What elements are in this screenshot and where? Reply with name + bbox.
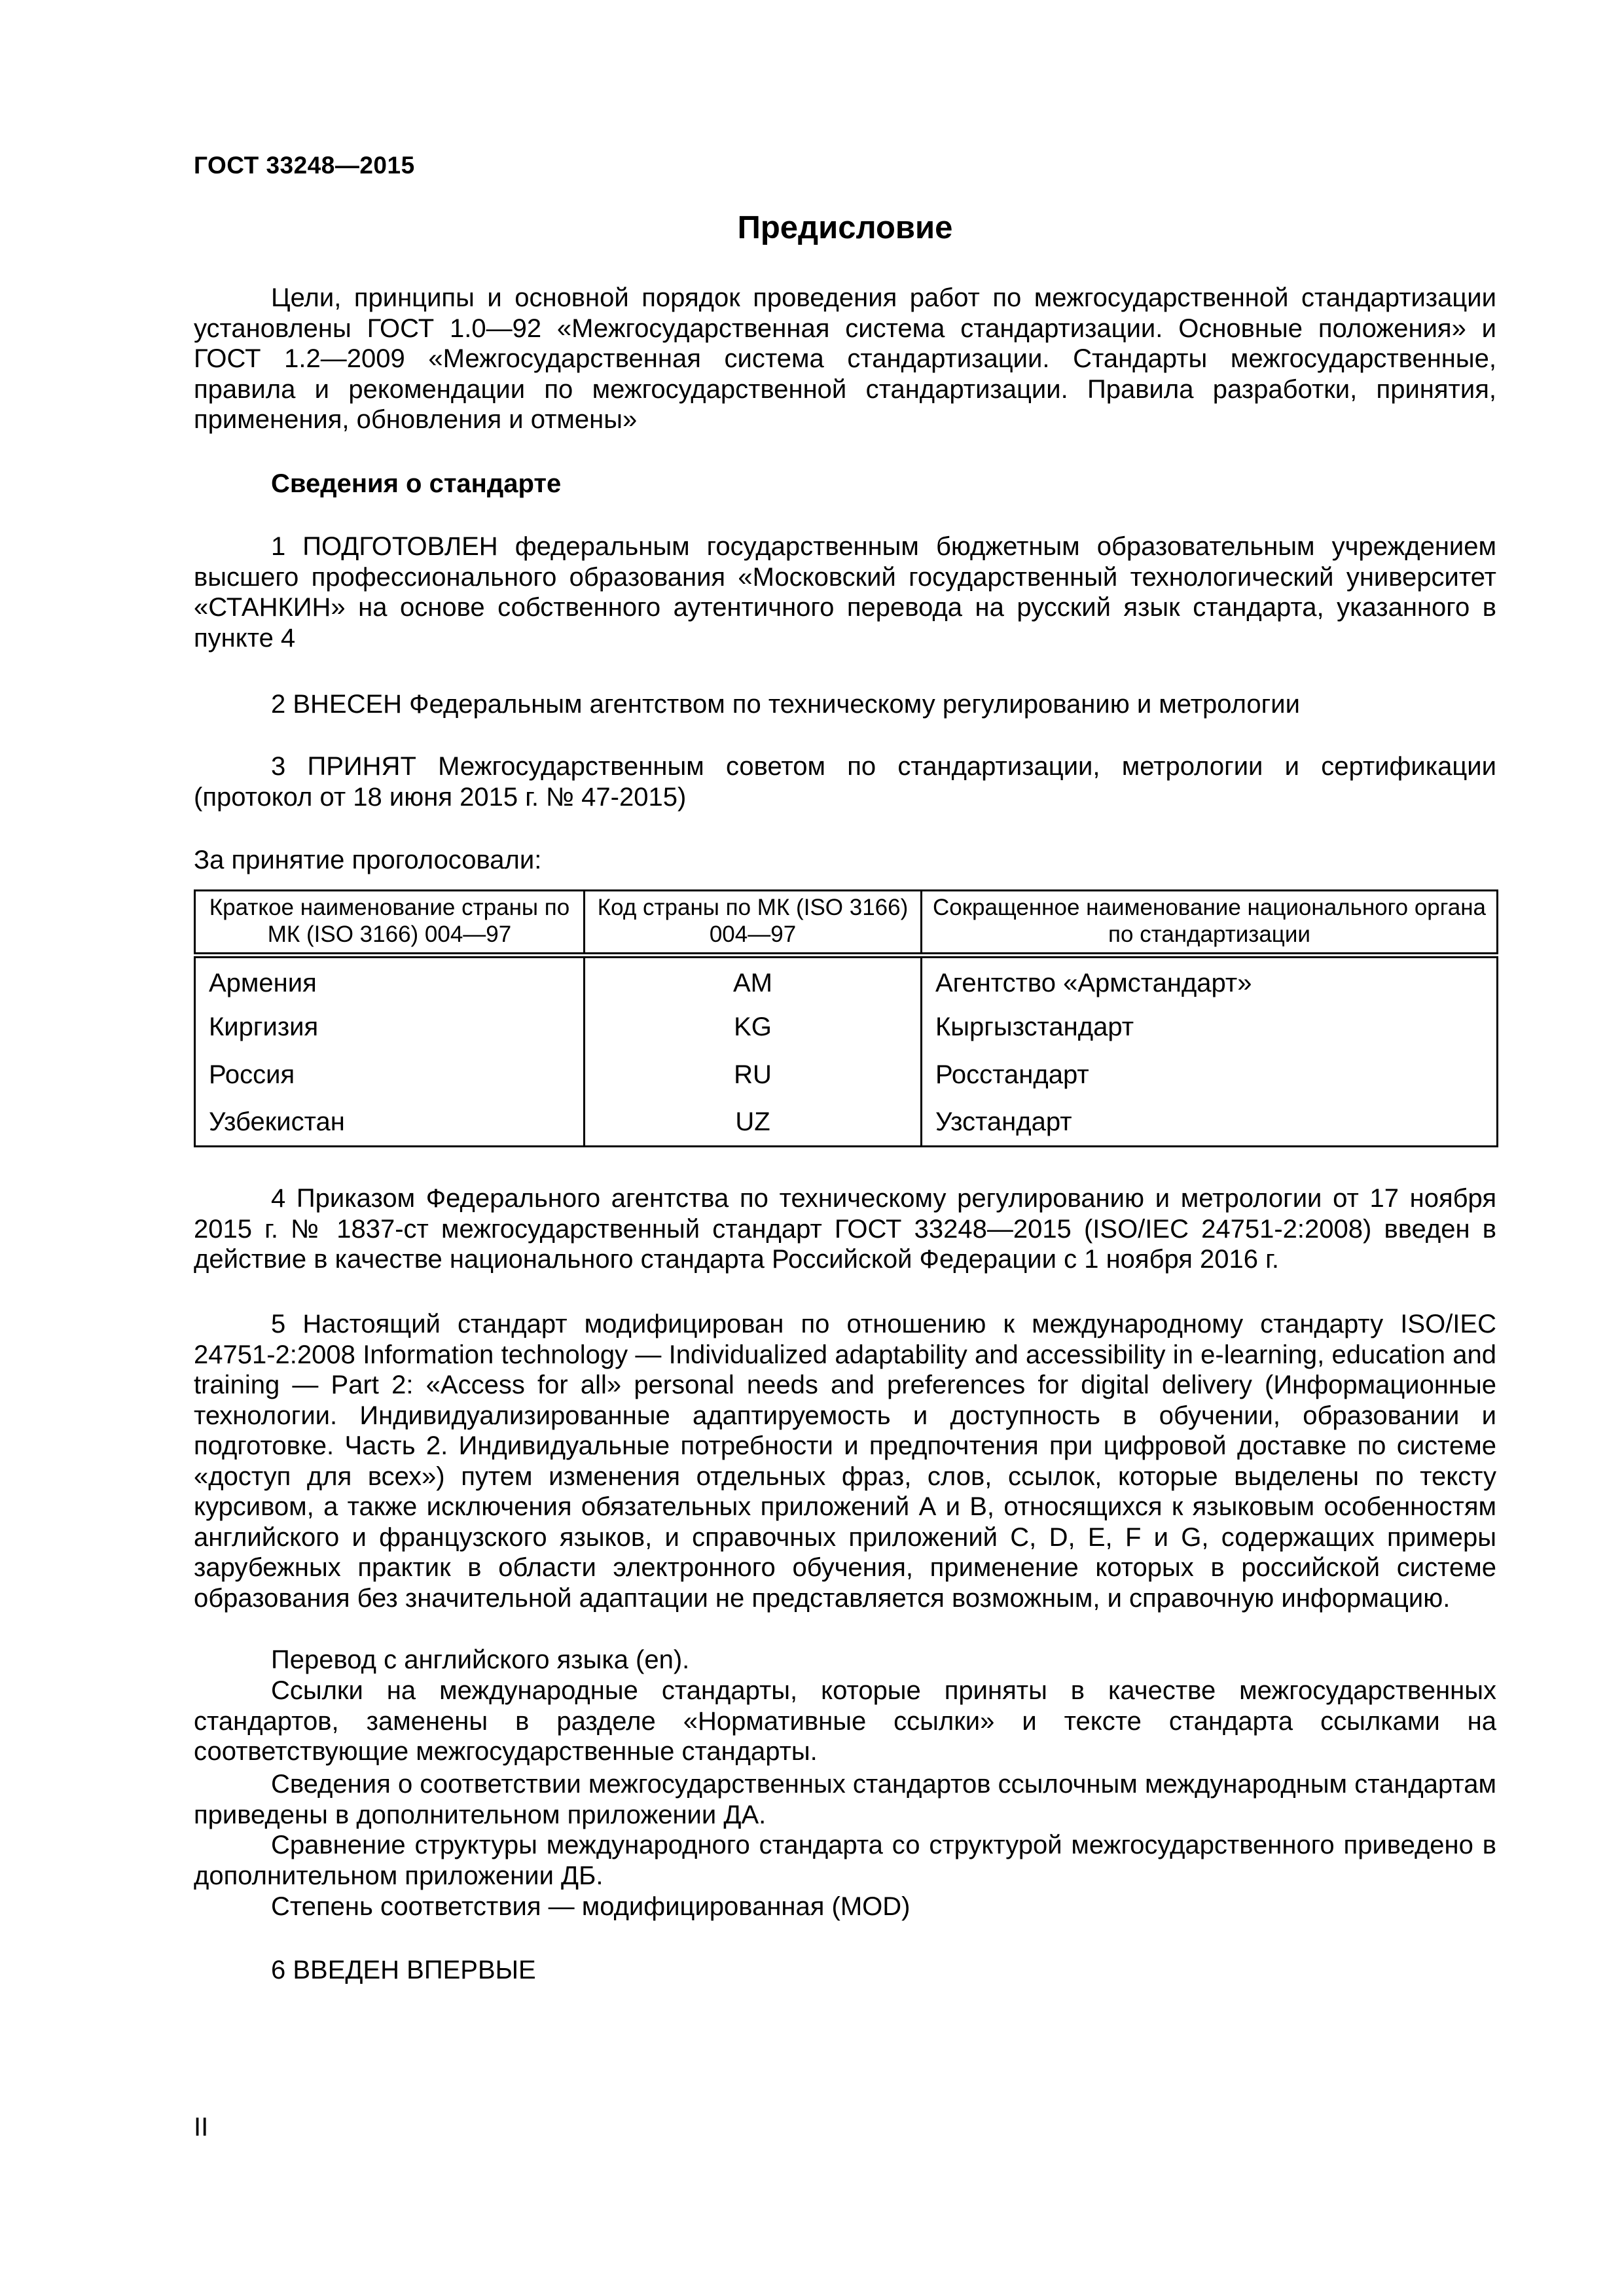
header-standards-body: Сокращенное наименование национального органа по стандартизации bbox=[922, 891, 1498, 956]
page-title: Предисловие bbox=[737, 210, 953, 245]
standards-body-cell: Кыргызстандарт bbox=[922, 1003, 1498, 1051]
header-country-name: Краткое наименование страны по МК (ISO 3166) 004—97 bbox=[195, 891, 585, 956]
translation-note: Перевод с английского языка (en). bbox=[271, 1645, 690, 1674]
page-number: II bbox=[194, 2113, 209, 2142]
country-name-cell: Армения bbox=[195, 956, 585, 1003]
country-name-cell: Узбекистан bbox=[195, 1099, 585, 1147]
standards-body-cell: Агентство «Армстандарт» bbox=[922, 956, 1498, 1003]
item-5-paragraph: 5 Настоящий стандарт модифицирован по отношению к международному стандарту ISO/IEC 24751-2:2008 Information technology — Individualized adaptability and accessibility in e-learning, education and training — Part 2: «Access for all» personal needs and preferences for digital delivery (Информационные технологии. Индивидуализированные адаптируемость и доступность в обучении, образовании и подготовке. Часть 2. Индивидуальные потребности и предпочтения при цифровой доставке по системе «доступ для всех») путем изменения отдельных фраз, слов, ссылок, которые выделены по тексту курсивом, а также исключения обязательных приложений А и В, относящихся к языковым особенностям английского и французского языков, и справочных приложений С, D, E, F и G, содержащих примеры зарубежных практик в области электронного обучения, применение которых в российской системе образования без значительной адаптации не представляется возможным, и справочную информацию. bbox=[194, 1310, 1496, 1613]
table-row bbox=[195, 956, 1498, 1003]
standards-body-cell: Росстандарт bbox=[922, 1051, 1498, 1099]
item-3-paragraph: 3 ПРИНЯТ Межгосударственным советом по стандартизации, метрологии и сертификации (протокол от 18 июня 2015 г. № 47-2015) bbox=[194, 752, 1496, 812]
country-name-cell: Киргизия bbox=[195, 1003, 585, 1051]
header-country-code: Код страны по МК (ISO 3166) 004—97 bbox=[585, 891, 922, 956]
structure-note: Сравнение структуры международного стандарта со структурой межгосударственного приведено в дополнительном приложении ДБ. bbox=[194, 1831, 1496, 1890]
country-name-cell: Россия bbox=[195, 1051, 585, 1099]
votes-table bbox=[194, 889, 1498, 1147]
intro-paragraph: Цели, принципы и основной порядок проведения работ по межгосударственной стандартизации установлены ГОСТ 1.0—92 «Межгосударственная система стандартизации. Основные положения» и ГОСТ 1.2—2009 «Межгосударственная система стандартизации. Стандарты межгосударственные, правила и рекомендации по межгосударственной стандартизации. Правила разработки, принятия, применения, обновления и отмены» bbox=[194, 283, 1496, 434]
country-code-cell: KG bbox=[585, 1003, 922, 1051]
country-code-cell: AM bbox=[585, 956, 922, 1003]
country-code-cell: RU bbox=[585, 1051, 922, 1099]
table-row bbox=[195, 1003, 1498, 1051]
vote-caption: За принятие проголосовали: bbox=[194, 846, 542, 874]
country-code-cell: UZ bbox=[585, 1099, 922, 1147]
references-note: Ссылки на международные стандарты, которые приняты в качестве межгосударственных стандартов, заменены в разделе «Нормативные ссылки» и тексте стандарта ссылками на соответствующие межгосударственные стандарты. bbox=[194, 1676, 1496, 1766]
compliance-note: Сведения о соответствии межгосударственных стандартов ссылочным международным стандартам приведены в дополнительном приложении ДА. bbox=[194, 1770, 1496, 1829]
section-heading: Сведения о стандарте bbox=[271, 469, 562, 498]
degree-note: Степень соответствия — модифицированная (MOD) bbox=[271, 1892, 911, 1921]
item-6-paragraph: 6 ВВЕДЕН ВПЕРВЫЕ bbox=[271, 1956, 536, 1984]
standards-body-cell: Узстандарт bbox=[922, 1099, 1498, 1147]
item-4-paragraph: 4 Приказом Федерального агентства по техническому регулированию и метрологии от 17 ноября 2015 г. № 1837-ст межгосударственный стандарт ГОСТ 33248—2015 (ISO/IEC 24751-2:2008) введен в действие в качестве национального стандарта Российской Федерации с 1 ноября 2016 г. bbox=[194, 1184, 1496, 1274]
votes-table-header-row bbox=[195, 891, 1498, 956]
table-row bbox=[195, 1099, 1498, 1147]
document-id: ГОСТ 33248—2015 bbox=[194, 152, 415, 179]
item-2-paragraph: 2 ВНЕСЕН Федеральным агентством по техническому регулированию и метрологии bbox=[271, 690, 1300, 719]
item-1-paragraph: 1 ПОДГОТОВЛЕН федеральным государственным бюджетным образовательным учреждением высшего профессионального образования «Московский государственный технологический университет «СТАНКИН» на основе собственного аутентичного перевода на русский язык стандарта, указанного в пункте 4 bbox=[194, 532, 1496, 653]
table-row bbox=[195, 1051, 1498, 1099]
